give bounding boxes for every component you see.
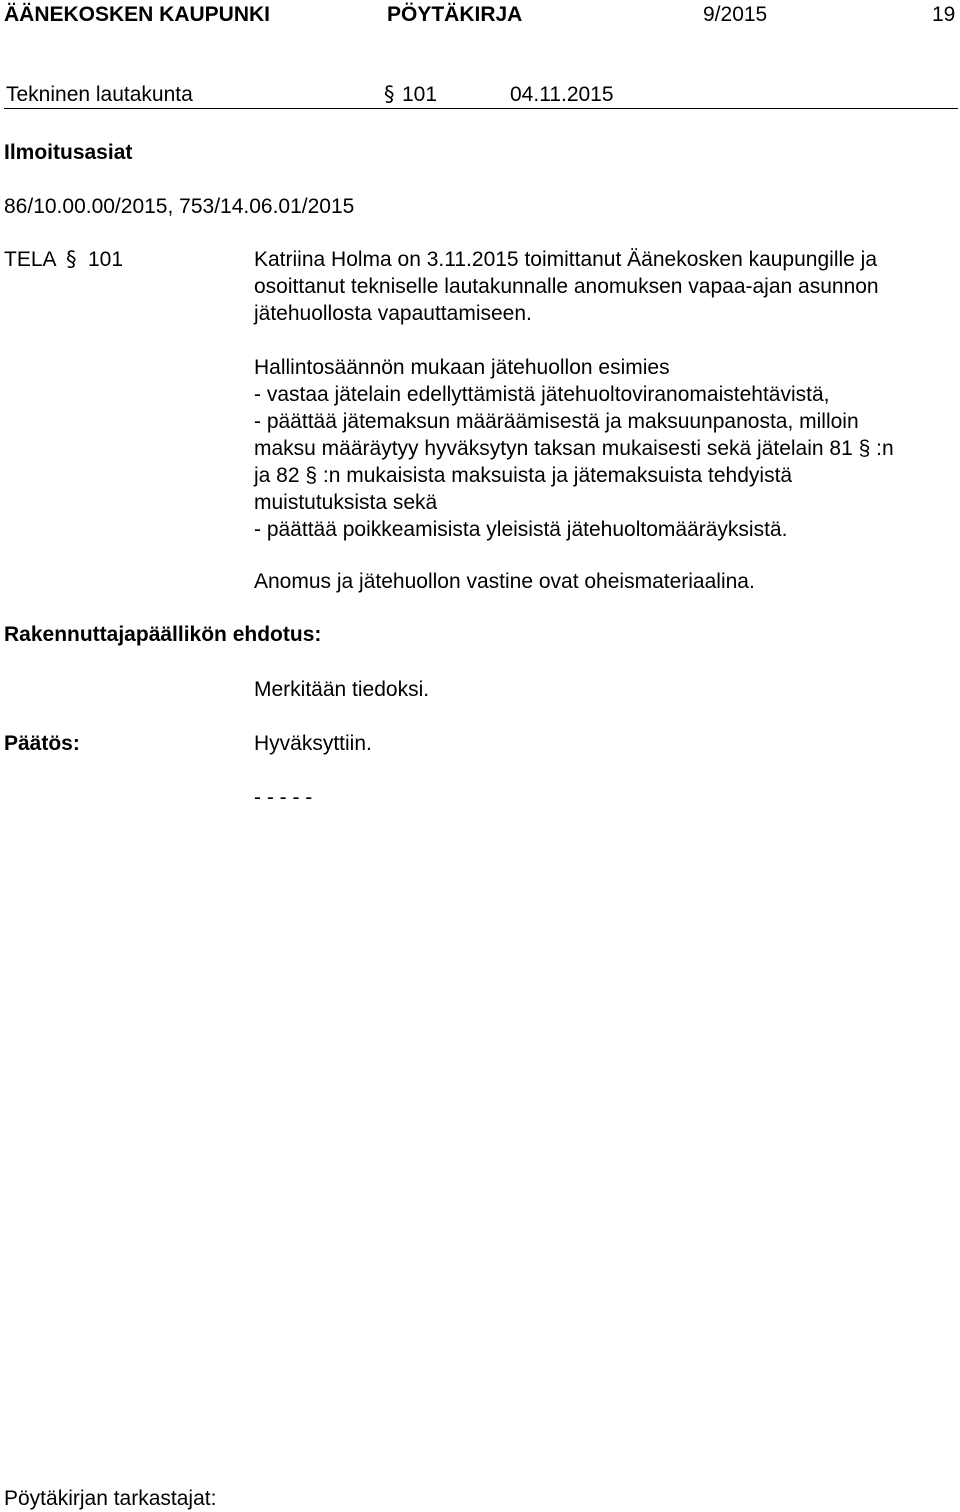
section-number: 101 [402,83,438,106]
item-title: Ilmoitusasiat [4,141,133,164]
tela-label: TELA [4,248,57,271]
tela-section-symbol: § [66,247,77,271]
end-mark: - - - - - [254,786,313,809]
decision-label: Päätös: [4,732,80,755]
document-number: 9/2015 [703,3,768,26]
proposal-text: Merkitään tiedoksi. [254,678,430,701]
header-rule [4,108,958,109]
meeting-date: 04.11.2015 [510,83,614,106]
intro-paragraph: Katriina Holma on 3.11.2015 toimittanut Äänekosken kaupungille ja osoittanut tekniselle lautakunnalle anomuksen vapaa-ajan asunnon jätehuollosta vapauttamiseen. [254,248,879,325]
section-symbol: § [384,82,395,106]
organization-name: ÄÄNEKOSKEN KAUPUNKI [4,3,271,26]
decision-text: Hyväksyttiin. [254,732,372,755]
page-number: 19 [932,3,956,26]
reviewers-label: Pöytäkirjan tarkastajat: [4,1487,217,1510]
rules-paragraph: Hallintosäännön mukaan jätehuollon esimies - vastaa jätelain edellyttämistä jätehuoltoviranomaistehtävistä, - päättää jätemaksun määräämisestä ja maksuunpanosta, milloin maksu määräytyy hyväksytyn taksan mukaisesti sekä jätelain 81 § :n ja 82 § :n mukaisista maksuista ja jätemaksuista tehdyistä muistutuksista sekä - päättää poikkeamisista yleisistä jätehuoltomääräyksistä. [254,356,894,541]
attachment-note: Anomus ja jätehuollon vastine ovat oheismateriaalina. [254,570,755,593]
item-reference: 86/10.00.00/2015, 753/14.06.01/2015 [4,195,355,218]
committee-name: Tekninen lautakunta [6,83,193,106]
proposal-label: Rakennuttajapäällikön ehdotus: [4,623,322,646]
document-type: PÖYTÄKIRJA [387,3,523,26]
tela-number: 101 [88,248,124,271]
